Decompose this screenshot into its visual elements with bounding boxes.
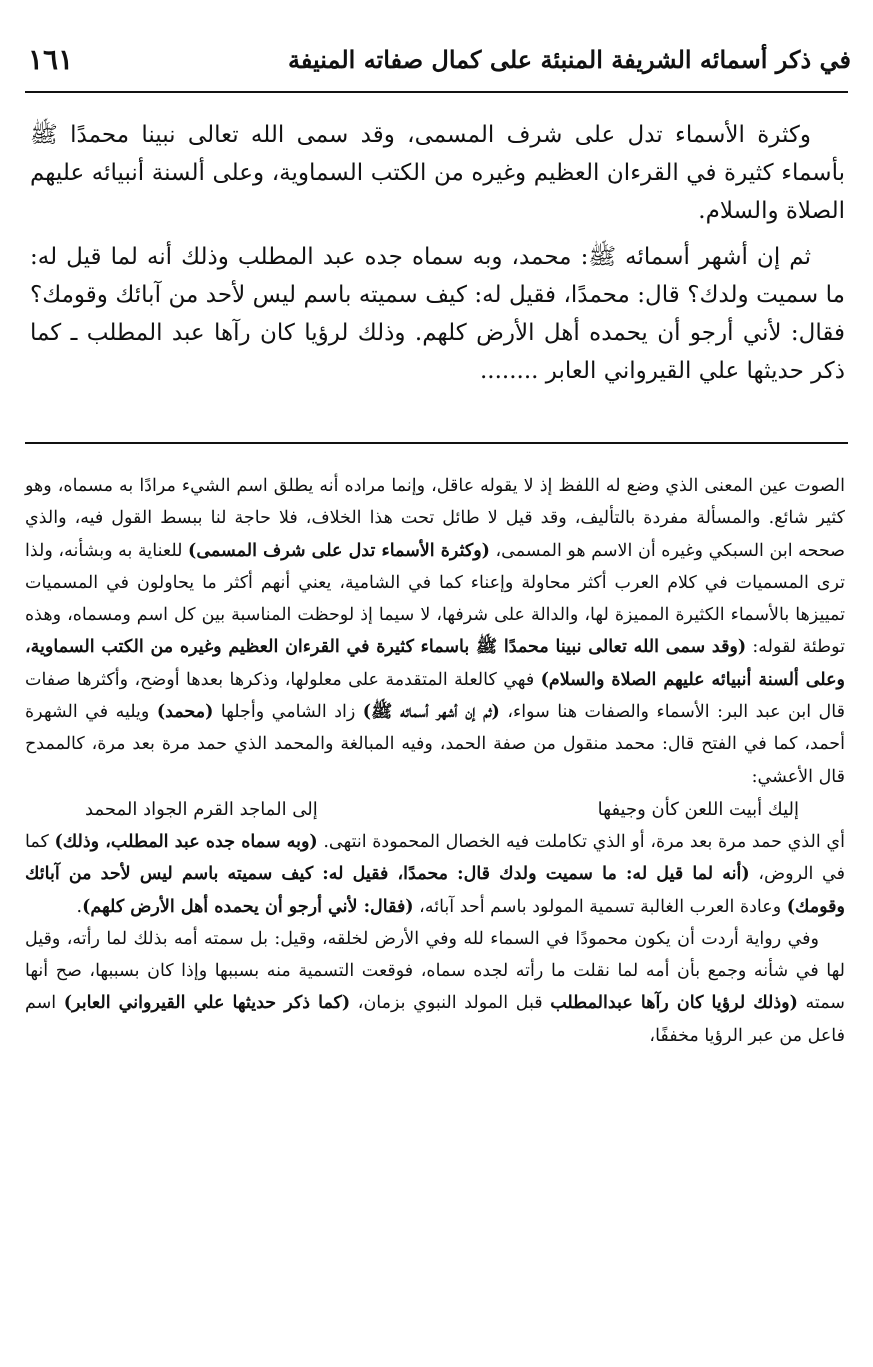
main-paragraph-2: ثم إن أشهر أسمائه ﷺ: محمد، وبه سماه جده عبد المطلب وذلك أنه لما قيل له: ما سميت ولدك؟ قال: محمدًا، فقيل له: كيف سميته باسم ليس لأحد من آبائك وقومك؟ فقال: لأني أرجو أن يحمده أهل الأرض كلهم. وذلك لرؤيا كان رآها عبد المطلب ـ كما ذكر حديثها علي القيرواني العابر ........ xyxy=(30,244,845,384)
commentary-text-run: وعادة العرب الغالبة تسمية المولود باسم أحد آبائه، xyxy=(419,896,782,917)
header-rule xyxy=(25,91,848,93)
commentary-text-run: أي الذي حمد مرة بعد مرة، أو الذي تكاملت فيه الخصال المحمودة انتهى. xyxy=(323,831,845,852)
page-header xyxy=(28,34,851,84)
quoted-phrase: (ثم إن أشهر أسمائه ﷺ) xyxy=(362,702,500,723)
quoted-phrase: (فقال: لأني أرجو أن يحمده أهل الأرض كلهم) xyxy=(82,896,414,917)
commentary-text-run: زاد الشامي وأجلها xyxy=(220,702,356,723)
commentary-text-run: وفي رواية أردت أن يكون محمودًا في السماء لله وفي الأرض لخلقه، وقيل: بل سمته أمه بذلك لما رأته، وقيل لها في شأنه وجمع بأن أمه لما نقلت ما رأته لجده سماه، فوقعت التسمية منه بسببها وإذا كان بسببها، صح أنها سمته xyxy=(25,928,845,1014)
quoted-phrase: (أنه لما قيل له: ما سميت ولدك قال: محمدًا، فقيل له: كيف سميته باسم ليس لأحد من آبائك وقومك) xyxy=(25,864,845,917)
commentary-text-run: كما في الروض، xyxy=(25,831,845,885)
footnote-divider xyxy=(25,442,848,444)
running-title: في ذكر أسمائه الشريفة المنبئة على كمال صفاته المنيفة xyxy=(287,44,851,74)
commentary-text-run: . xyxy=(76,896,83,917)
commentary-text-run: ويليه في الشهرة أحمد، كما في الفتح قال: محمد منقول من صفة الحمد، وفيه المبالغة والمحمد الذي حمد مرة بعد مرة، كالممدح قال الأعشي: xyxy=(25,702,845,787)
quoted-phrase: (كما ذكر حديثها علي القيرواني العابر) xyxy=(63,993,351,1014)
commentary-text-run: قبل المولد النبوي بزمان، xyxy=(357,993,543,1014)
quoted-phrase: (محمد) xyxy=(156,702,214,723)
quoted-phrase: (وقد سمى الله تعالى نبينا محمدًا ﷺ باسماء كثيرة في القرءان العظيم وغيره من الكتب السماوية، وعلى ألسنة أنبيائه عليهم الصلاة والسلام) xyxy=(25,637,845,690)
commentary-paragraph-3 xyxy=(25,923,845,1052)
quoted-phrase: (وكثرة الأسماء تدل على شرف المسمى) xyxy=(188,540,490,561)
commentary-text-run: اسم فاعل من عبر الرؤيا مخففًا، xyxy=(25,993,845,1046)
main-text xyxy=(30,116,845,390)
quoted-phrase: (وبه سماه جده عبد المطلب، وذلك) xyxy=(54,831,318,852)
commentary-text-run: الصوت عين المعنى الذي وضع له اللفظ إذ لا يقوله عاقل، وإنما مراده أنه يطلق اسم الشيء مرادًا به مسماه، وهو كثير شائع. والمسألة مفردة بالتأليف، وقد قيل لا طائل تحت هذا الخلاف، فلا حاجة لنا ببسط القول فيه، والذي صححه ابن السبكي وغيره أن الاسم هو المسمى، xyxy=(25,476,845,561)
commentary-text-run: للعناية به وبشأنه، ولذا ترى المسميات في كلام العرب أكثر محاولة وإعناء كما في الشامية، يعني أنهم أكثر ما يحاولون في المسميات تمييزها بالأسماء الكثيرة المميزة لها، والدالة على شرفها، لا سيما إذ لوحظت المناسبة بين كل اسم ومسماه، وهذه توطئة لقوله: xyxy=(25,540,845,658)
commentary-paragraph-1 xyxy=(25,470,845,793)
quoted-phrase: (وذلك لرؤيا كان رآها عبدالمطلب xyxy=(550,993,798,1014)
commentary-paragraph-2 xyxy=(25,826,845,923)
poem-hemistich-second: إلى الماجد القرم الجواد المحمد xyxy=(85,798,318,820)
poem-hemistich-first: إليك أبيت اللعن كأن وجيفها xyxy=(597,798,799,820)
commentary-text xyxy=(25,470,845,1052)
commentary-text-run: فهي كالعلة المتقدمة على معلولها، وذكرها بعدها أوضح، وأكثرها صفات قال ابن عبد البر: الأسماء والصفات هنا سواء، xyxy=(25,669,845,723)
page-number: ١٦١ xyxy=(28,42,74,76)
poem-verse xyxy=(25,793,845,826)
main-paragraph-1: وكثرة الأسماء تدل على شرف المسمى، وقد سمى الله تعالى نبينا محمدًا ﷺ بأسماء كثيرة في القرءان العظيم وغيره من الكتب السماوية، وعلى ألسنة أنبيائه عليهم الصلاة والسلام. xyxy=(30,122,845,224)
